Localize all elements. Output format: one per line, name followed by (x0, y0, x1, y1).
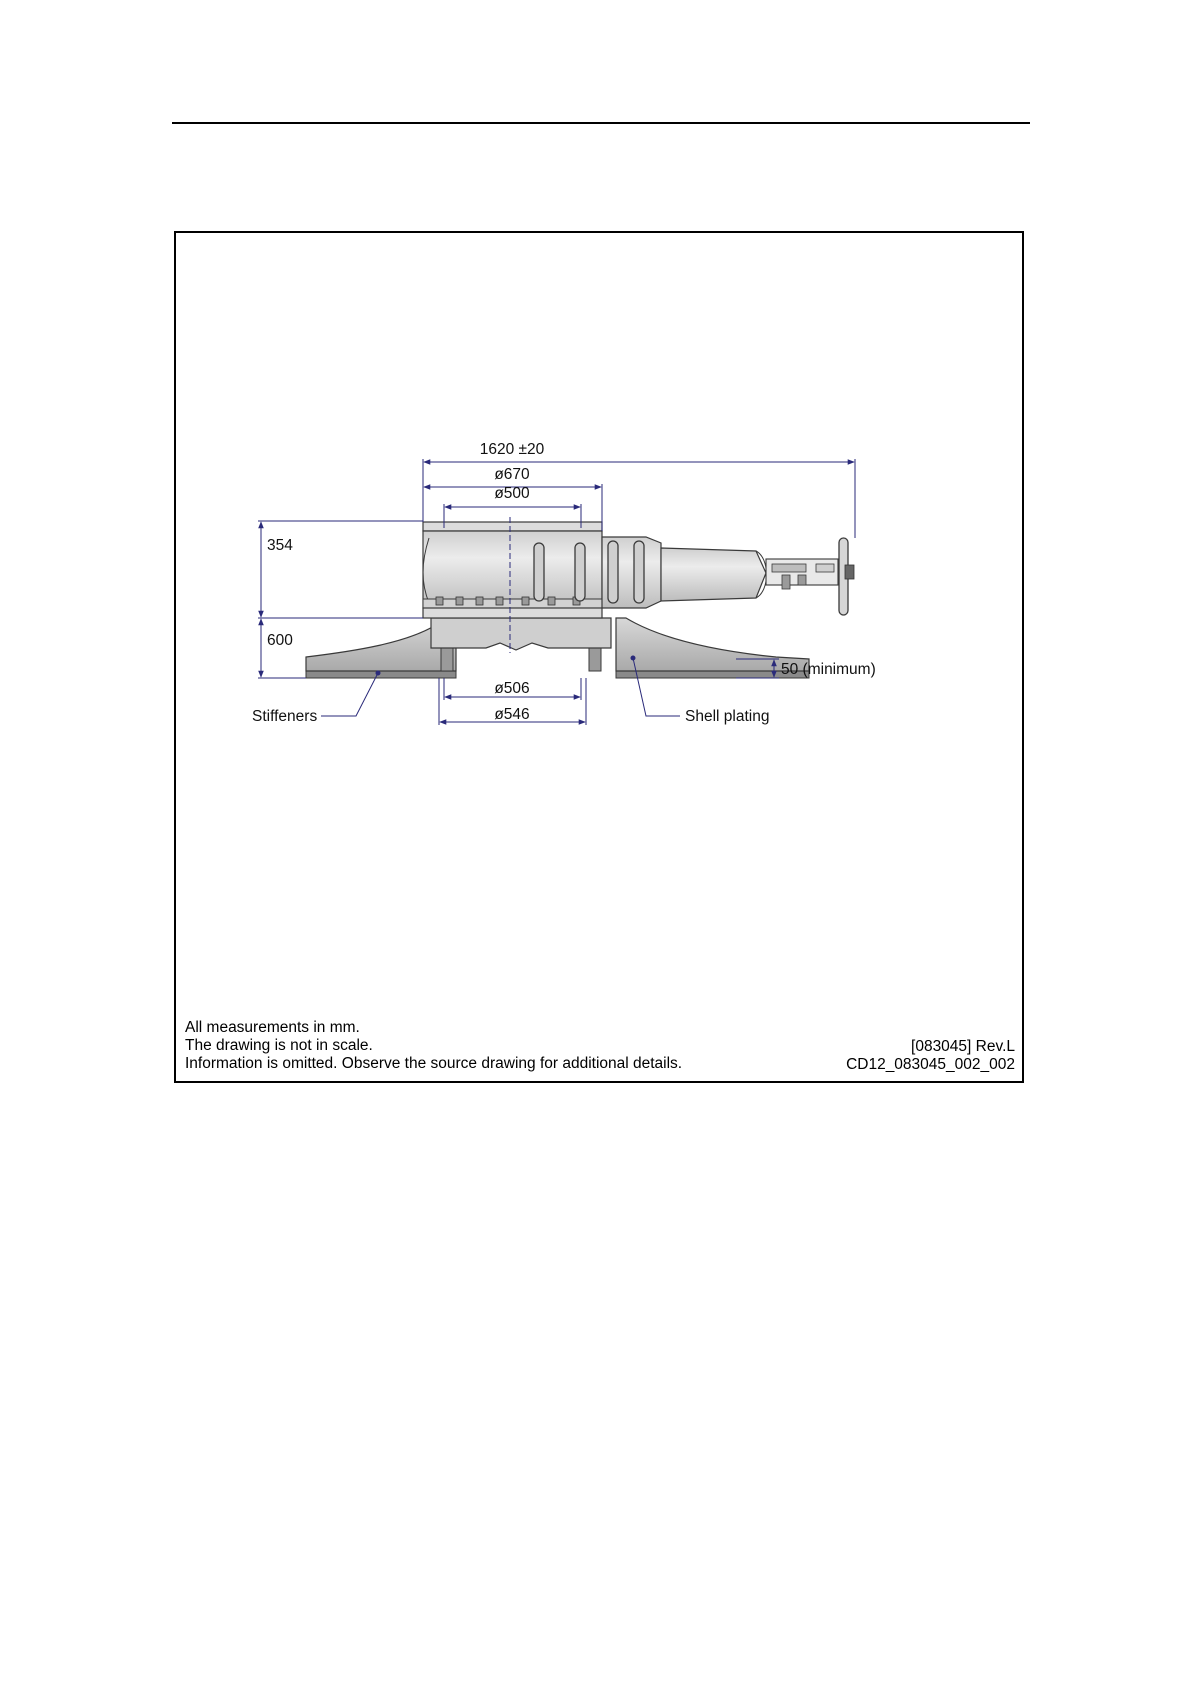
figure-frame (174, 231, 1024, 1083)
dim-height-lower: 600 (267, 632, 293, 649)
dim-hole-inner: ø506 (494, 680, 530, 697)
note-omitted: Information is omitted. Observe the source drawing for additional details. (185, 1055, 683, 1072)
dim-overall-length: 1620 ±20 (479, 441, 545, 458)
shell-plating-base (306, 618, 809, 678)
dim-flange-od: ø670 (494, 466, 530, 483)
dim-hole-outer: ø546 (494, 706, 530, 723)
note-scale: The drawing is not in scale. (185, 1037, 373, 1054)
figure-id: CD12_083045_002_002 (846, 1056, 1015, 1073)
dim-flange-bolt: ø500 (494, 485, 530, 502)
callout-shell-plating: Shell plating (685, 708, 770, 725)
dim-height-upper: 354 (267, 537, 293, 554)
figure-reference (846, 1038, 1015, 1074)
note-measurements: All measurements in mm. (185, 1019, 360, 1036)
technical-drawing (176, 233, 1022, 1081)
dim-min-clearance: 50 (minimum) (781, 661, 876, 678)
figure-notes (185, 1019, 682, 1073)
callout-stiffeners: Stiffeners (252, 708, 318, 725)
drawing-number: [083045] Rev.L (911, 1038, 1015, 1055)
header-rule (172, 122, 1030, 124)
